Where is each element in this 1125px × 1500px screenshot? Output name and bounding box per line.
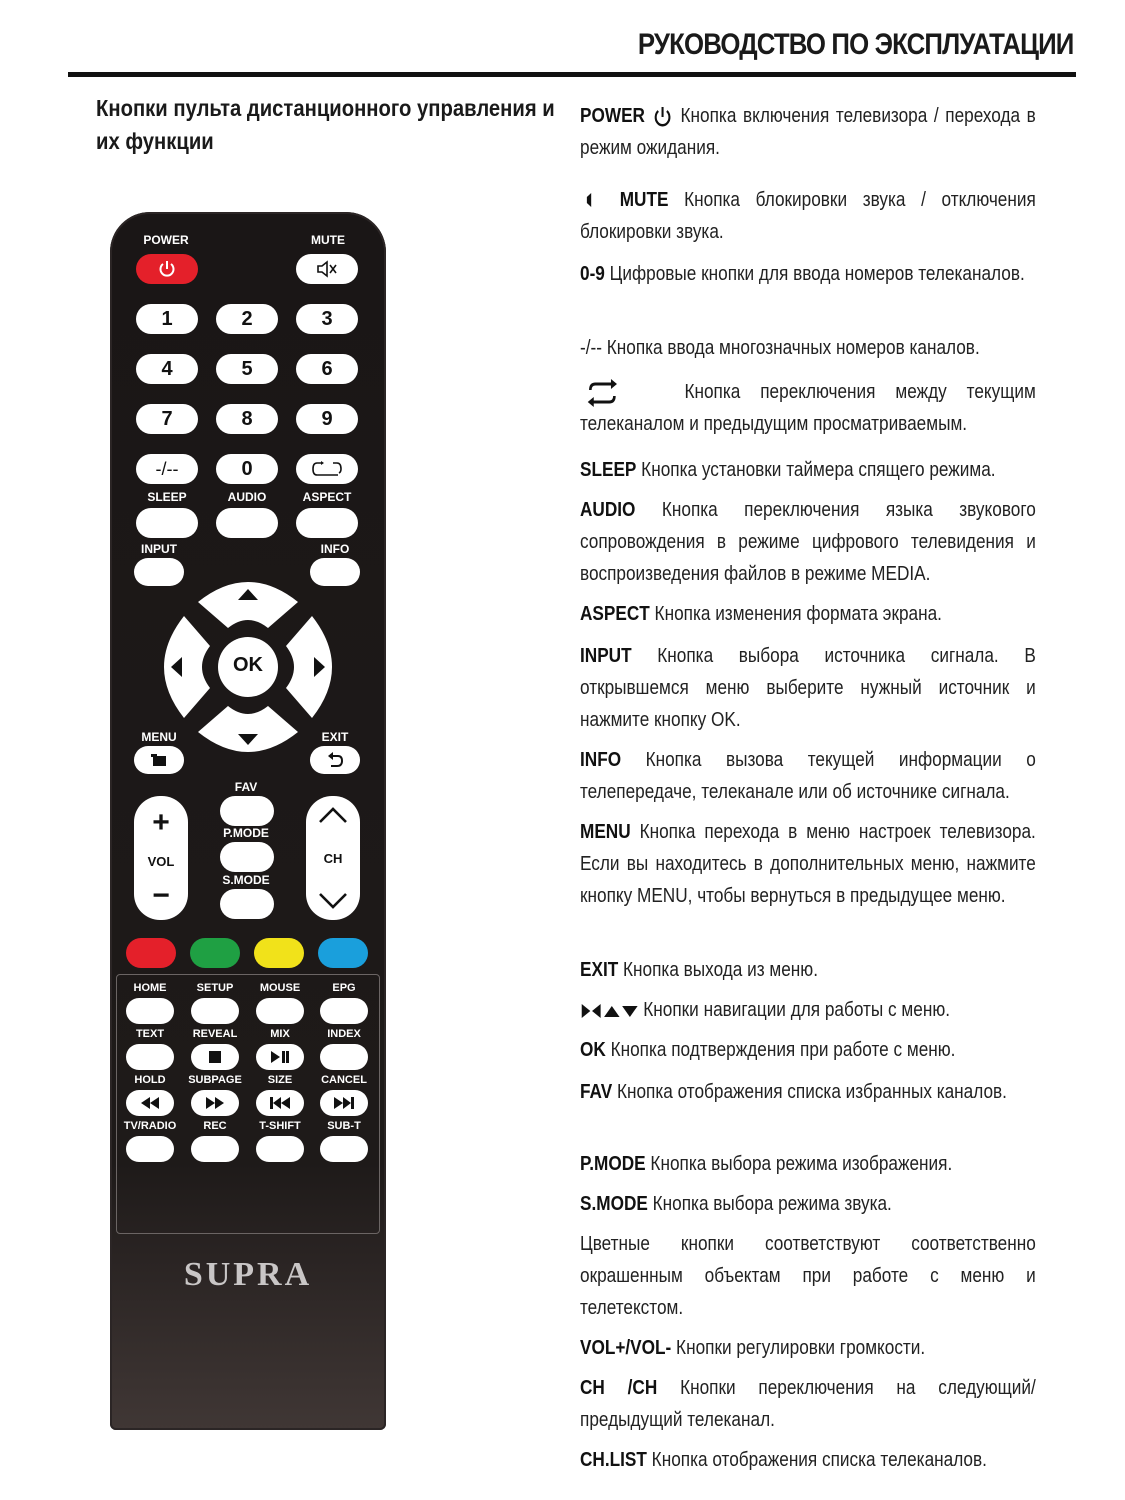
- desc-ch: CH /CH Кнопки переключения на следующий/предыдущий телеканал.: [580, 1377, 1036, 1431]
- label-text: TEXT: [135, 1028, 165, 1040]
- label-menu: MENU: [141, 730, 177, 744]
- label-pmode: P.MODE: [223, 826, 269, 840]
- desc-fav: FAV Кнопка отображения списка избранных каналов.: [580, 1081, 1007, 1103]
- fav-button[interactable]: [220, 796, 274, 826]
- digit-3-button[interactable]: 3: [296, 304, 358, 334]
- label-sleep: SLEEP: [147, 490, 187, 504]
- pmode-button[interactable]: [220, 842, 274, 872]
- digit-6-button[interactable]: 6: [296, 354, 358, 384]
- speaker-icon: [580, 191, 604, 211]
- label-audio: AUDIO: [227, 490, 267, 504]
- label-mouse: MOUSE: [259, 982, 301, 994]
- desc-smode: S.MODE Кнопка выбора режима звука.: [580, 1193, 892, 1215]
- label-mix: MIX: [270, 1028, 290, 1040]
- digit-8-button[interactable]: 8: [216, 404, 278, 434]
- rewind-button[interactable]: [126, 1090, 174, 1116]
- label-rec: REC: [203, 1120, 227, 1132]
- green-button[interactable]: [190, 938, 240, 968]
- home-button[interactable]: [126, 998, 174, 1024]
- desc-info: INFO Кнопка вызова текущей информации о телепередаче, телеканале или об источнике сигнала.: [580, 749, 1036, 803]
- section-title: Кнопки пульта дистанционного управления и их функции: [96, 95, 555, 154]
- vol-plus-label: +: [152, 806, 170, 839]
- label-index: INDEX: [327, 1028, 361, 1040]
- nav-arrows-icon: [580, 1002, 638, 1020]
- blue-button[interactable]: [318, 938, 368, 968]
- stop-icon: [209, 1051, 221, 1063]
- label-tvradio: TV/RADIO: [123, 1120, 177, 1132]
- label-reveal: REVEAL: [192, 1028, 238, 1040]
- back-icon: [326, 752, 344, 768]
- desc-menu: MENU Кнопка перехода в меню настроек телевизора. Если вы находитесь в дополнительных меню, нажмите кнопку MENU, чтобы вернуться в предыдущее меню.: [580, 821, 1036, 907]
- digit-0-button[interactable]: 0: [216, 454, 278, 484]
- desc-power: POWER Кнопка включения телевизора / перехода в режим ожидания.: [580, 105, 1036, 159]
- chevron-down-icon: [318, 892, 348, 910]
- dash-button[interactable]: -/--: [136, 454, 198, 484]
- desc-vol: VOL+/VOL- Кнопки регулировки громкости.: [580, 1337, 926, 1359]
- page-header-title: РУКОВОДСТВО ПО ЭКСПЛУАТАЦИИ: [637, 28, 1073, 61]
- skip-previous-icon: [270, 1097, 290, 1109]
- down-button[interactable]: [198, 706, 298, 752]
- desc-exit: EXIT Кнопка выхода из меню.: [580, 959, 818, 981]
- power-icon: [652, 104, 674, 130]
- desc-digits: 0-9 Цифровые кнопки для ввода номеров телеканалов.: [580, 263, 1025, 285]
- setup-button[interactable]: [191, 998, 239, 1024]
- ch-rocker[interactable]: [306, 796, 360, 920]
- aspect-button[interactable]: [296, 508, 358, 538]
- label-input: INPUT: [141, 542, 177, 556]
- desc-pmode: P.MODE Кнопка выбора режима изображения.: [580, 1153, 953, 1175]
- audio-button[interactable]: [216, 508, 278, 538]
- skip-next-icon: [334, 1097, 354, 1109]
- label-epg: EPG: [332, 982, 356, 994]
- vol-rocker[interactable]: [134, 796, 188, 920]
- power-icon: [157, 259, 177, 279]
- recall-icon: [580, 378, 625, 408]
- label-tshift: T-SHIFT: [259, 1120, 301, 1132]
- fast-forward-button[interactable]: [191, 1090, 239, 1116]
- right-button[interactable]: [286, 616, 332, 718]
- label-subpage: SUBPAGE: [188, 1074, 242, 1086]
- power-button[interactable]: [136, 254, 198, 284]
- digit-5-button[interactable]: 5: [216, 354, 278, 384]
- remote-control-image: [110, 212, 386, 1430]
- desc-ok: OK Кнопка подтверждения при работе с меню.: [580, 1039, 956, 1061]
- rewind-icon: [141, 1097, 159, 1109]
- previous-button[interactable]: [256, 1090, 304, 1116]
- digit-7-button[interactable]: 7: [136, 404, 198, 434]
- play-pause-icon: [271, 1051, 289, 1063]
- desc-chlist: CH.LIST Кнопка отображения списка телеканалов.: [580, 1449, 987, 1471]
- tshift-button[interactable]: [256, 1136, 304, 1162]
- left-button[interactable]: [164, 616, 210, 718]
- rec-button[interactable]: [191, 1136, 239, 1162]
- header-rule: [68, 72, 1076, 77]
- menu-button[interactable]: [134, 746, 184, 774]
- chevron-up-icon: [318, 806, 348, 824]
- label-smode: S.MODE: [222, 873, 270, 887]
- index-button[interactable]: [320, 1044, 368, 1070]
- desc-navigation: Кнопки навигации для работы с меню.: [580, 994, 1036, 1026]
- mute-icon: [315, 259, 339, 279]
- label-aspect: ASPECT: [302, 490, 352, 504]
- desc-color-keys: Цветные кнопки соответствуют соответственно окрашенным объектам при работе с меню и телетекстом.: [580, 1233, 1036, 1319]
- mute-button[interactable]: [296, 254, 358, 284]
- desc-input: INPUT Кнопка выбора источника сигнала. В открывшемся меню выберите нужный источник и нажмите кнопку OK.: [580, 645, 1036, 731]
- label-fav: FAV: [234, 780, 258, 794]
- menu-icon: [150, 753, 168, 767]
- stop-button[interactable]: [191, 1044, 239, 1070]
- digit-2-button[interactable]: 2: [216, 304, 278, 334]
- up-button[interactable]: [198, 582, 298, 628]
- exit-button[interactable]: [310, 746, 360, 774]
- desc-dash: -/-- Кнопка ввода многозначных номеров каналов.: [580, 337, 980, 359]
- label-power: POWER: [143, 233, 189, 247]
- label-hold: HOLD: [134, 1074, 166, 1086]
- digit-1-button[interactable]: 1: [136, 304, 198, 334]
- label-home: HOME: [133, 982, 167, 994]
- ch-label: CH: [323, 850, 343, 866]
- label-subt: SUB-T: [327, 1120, 361, 1132]
- vol-minus-label: −: [152, 879, 170, 912]
- label-exit: EXIT: [321, 730, 349, 744]
- text-button[interactable]: [126, 1044, 174, 1070]
- epg-button[interactable]: [320, 998, 368, 1024]
- label-mute: MUTE: [311, 233, 345, 247]
- label-setup: SETUP: [196, 982, 234, 994]
- label-cancel: CANCEL: [321, 1074, 367, 1086]
- smode-button[interactable]: [220, 889, 274, 919]
- red-button[interactable]: [126, 938, 176, 968]
- fast-forward-icon: [206, 1097, 224, 1109]
- desc-sleep: SLEEP Кнопка установки таймера спящего режима.: [580, 459, 996, 481]
- digit-9-button[interactable]: 9: [296, 404, 358, 434]
- desc-mute: MUTE Кнопка блокировки звука / отключения блокировки звука.: [580, 189, 1036, 243]
- desc-audio: AUDIO Кнопка переключения языка звукового сопровождения в режиме цифрового телевидения и воспроизведения файлов в режиме MEDIA.: [580, 499, 1036, 585]
- digit-4-button[interactable]: 4: [136, 354, 198, 384]
- recall-icon: [312, 461, 342, 477]
- play-pause-button[interactable]: [256, 1044, 304, 1070]
- next-button[interactable]: [320, 1090, 368, 1116]
- brand-logo: SUPRA: [183, 1256, 313, 1293]
- ok-label: OK: [233, 654, 263, 676]
- label-info: INFO: [320, 542, 350, 556]
- tvradio-button[interactable]: [126, 1136, 174, 1162]
- vol-label: VOL: [147, 853, 175, 869]
- desc-recall: Кнопка переключения между текущим телеканалом и предыдущим просматриваемым.: [580, 376, 1036, 440]
- yellow-button[interactable]: [254, 938, 304, 968]
- sleep-button[interactable]: [136, 508, 198, 538]
- label-size: SIZE: [267, 1074, 293, 1086]
- mouse-button[interactable]: [256, 998, 304, 1024]
- desc-aspect: ASPECT Кнопка изменения формата экрана.: [580, 603, 942, 625]
- subt-button[interactable]: [320, 1136, 368, 1162]
- recall-button[interactable]: [296, 454, 358, 484]
